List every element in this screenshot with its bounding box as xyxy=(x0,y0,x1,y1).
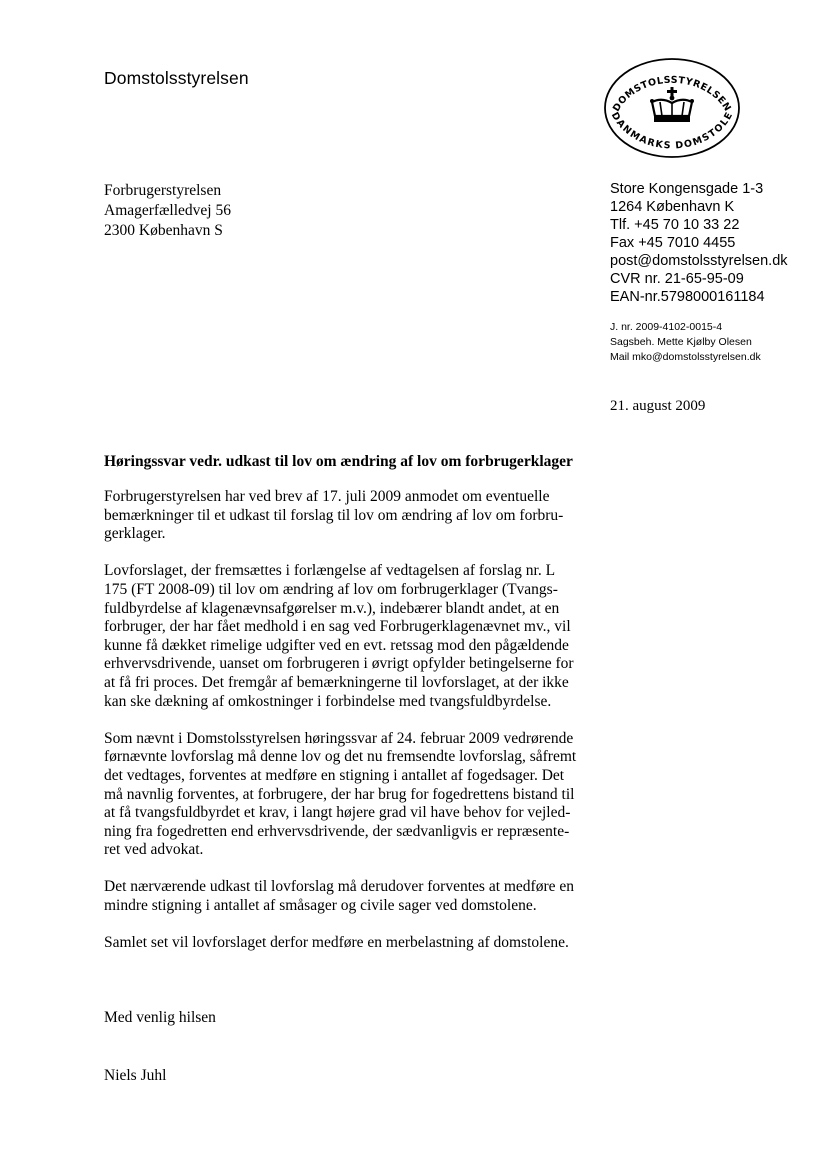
letter-date: 21. august 2009 xyxy=(610,398,706,414)
body-line: kunne få dækket rimelige udgifter ved en evt. retssag mod den pågældende xyxy=(104,636,569,654)
body-line: Lovforslaget, der fremsættes i forlængelse af vedtagelsen af forslag nr. L xyxy=(104,562,556,580)
body-line: må navnlig forventes, at forbrugere, der har brug for fogedrettens bistand til xyxy=(104,785,575,803)
letter-subject: Høringssvar vedr. udkast til lov om ændring af lov om forbrugerklager xyxy=(104,453,573,470)
body-line: 175 (FT 2008-09) til lov om ændring af lov om forbrugerklager (Tvangs- xyxy=(104,580,558,598)
case-officer-mail: Mail mko@domstolsstyrelsen.dk xyxy=(610,351,761,363)
body-line: Forbrugerstyrelsen har ved brev af 17. juli 2009 anmodet om eventuelle xyxy=(104,488,550,505)
reference-block xyxy=(610,320,761,365)
body-line: førnævnte lovforslag må denne lov og det nu fremsendte lovforslag, såfremt xyxy=(104,748,577,766)
recipient-street: Amagerfælledvej 56 xyxy=(104,202,231,219)
contact-street: Store Kongensgade 1-3 xyxy=(610,181,764,197)
contact-ean: EAN-nr.5798000161184 xyxy=(610,289,765,305)
journal-number: J. nr. 2009-4102-0015-4 xyxy=(610,321,723,333)
contact-email: post@domstolsstyrelsen.dk xyxy=(610,253,788,269)
body-line: Det nærværende udkast til lovforslag må derudover forventes at medføre en xyxy=(104,878,575,896)
body-line: kan ske dækning af omkostninger i forbindelse med tvangsfuldbyrdelse. xyxy=(104,692,552,710)
recipient-address xyxy=(104,181,231,241)
contact-city: 1264 København K xyxy=(610,199,735,215)
body-paragraph xyxy=(104,878,616,915)
body-line: fuldbyrdelse af klagenævnsafgørelser m.v.), indebærer blandt andet, at en xyxy=(104,599,560,617)
body-line: bemærkninger til et udkast til forslag til lov om ændring af lov om forbru- xyxy=(104,506,564,524)
closing-phrase: Med venlig hilsen xyxy=(104,1009,216,1026)
body-paragraph xyxy=(104,562,616,711)
body-line: ret ved advokat. xyxy=(104,841,204,859)
sender-name: Domstolsstyrelsen xyxy=(104,68,249,88)
letter-body xyxy=(104,488,616,971)
body-line: Som nævnt i Domstolsstyrelsen høringssvar af 24. februar 2009 vedrørende xyxy=(104,729,574,747)
body-line: ning fra fogedretten end erhvervsdrivende, der sædvanligvis er repræsente- xyxy=(104,822,570,840)
body-paragraph xyxy=(104,488,616,544)
court-seal xyxy=(602,56,742,160)
contact-phone: Tlf. +45 70 10 33 22 xyxy=(610,217,740,233)
sender-contact-block xyxy=(610,180,788,306)
seal-text-top: DOMSTOLSSTYRELSEN xyxy=(610,74,734,114)
seal-text-bottom: DANMARKS DOMSTOLE xyxy=(608,110,736,152)
body-line: at få tvangsfuldbyrdet et krav, i langt højere grad vil have behov for vejled- xyxy=(104,804,571,822)
recipient-name: Forbrugerstyrelsen xyxy=(104,182,222,199)
body-line: at få fri proces. Det fremgår af bemærkningerne til lovforslaget, at der ikke xyxy=(104,673,569,691)
body-line: gerklager. xyxy=(104,525,166,543)
body-line: erhvervsdrivende, uanset om forbrugeren i øvrigt opfylder betingelserne for xyxy=(104,655,574,673)
body-line: Samlet set vil lovforslaget derfor medføre en merbelastning af domstolene. xyxy=(104,934,569,952)
body-line: mindre stigning i antallet af småsager og civile sager ved domstolene. xyxy=(104,897,537,915)
case-officer: Sagsbeh. Mette Kjølby Olesen xyxy=(610,336,752,348)
crown-icon xyxy=(650,87,694,122)
recipient-city: 2300 København S xyxy=(104,222,223,239)
signer-name: Niels Juhl xyxy=(104,1067,167,1084)
contact-fax: Fax +45 7010 4455 xyxy=(610,235,736,251)
body-line: forbruger, der har fået medhold i en sag ved Forbrugerklagenævnet mv., vil xyxy=(104,618,571,636)
body-paragraph xyxy=(104,730,616,860)
body-paragraph xyxy=(104,934,616,953)
contact-cvr: CVR nr. 21-65-95-09 xyxy=(610,271,744,287)
body-line: det vedtages, forventes at medføre en stigning i antallet af fogedsager. Det xyxy=(104,766,565,784)
